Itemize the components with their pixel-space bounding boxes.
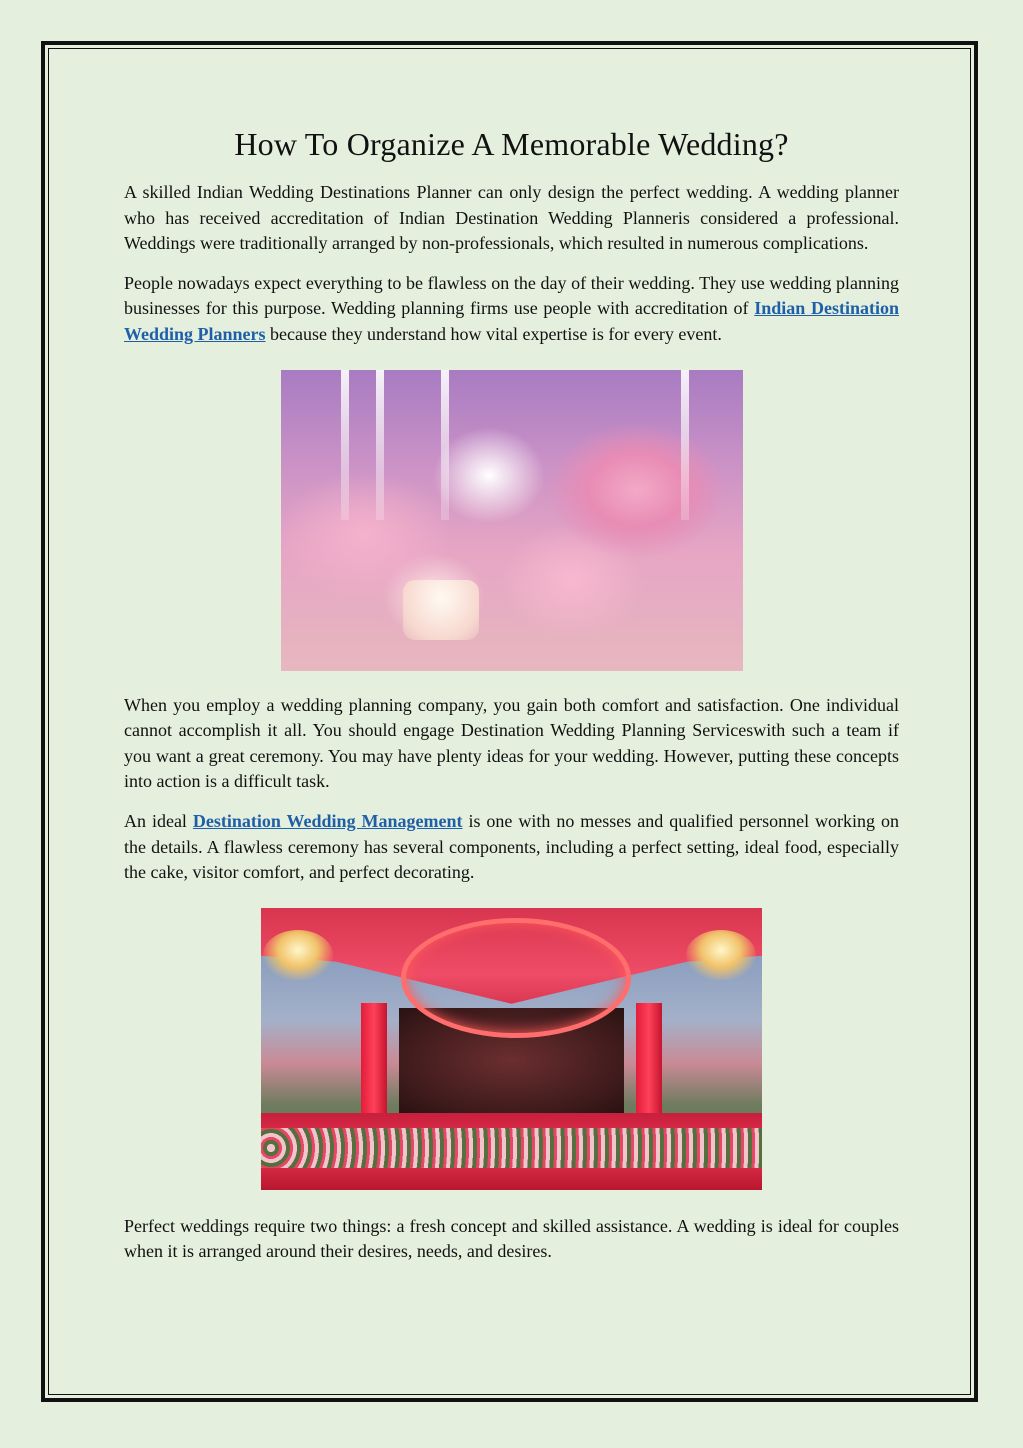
destination-wedding-management-link[interactable]: Destination Wedding Management: [192, 810, 463, 831]
paragraph-employ-company: When you employ a wedding planning company, you gain both comfort and satisfaction. One individual cannot accomplish it all. You should engage Destination Wedding Planning Serviceswith such a team if you want a great ceremony. You may have plenty ideas for your wedding. However, putting these concepts into action is a difficult task.: [124, 694, 899, 792]
indian-destination-wedding-planners-link[interactable]: Indian Destination Wedding Planners: [124, 298, 899, 344]
paragraph-ideal-management: [124, 809, 899, 886]
red-wedding-stage-image: [261, 908, 762, 1190]
pink-flower-centerpiece-image: [281, 370, 743, 671]
paragraph-text-after: is one with no messes and qualified personnel working on the details. A flawless ceremony has several components, including a perfect setting, ideal food, especially the cake, visitor comfort, and perfect decorating.: [124, 810, 900, 883]
paragraph-text-before: People nowadays expect everything to be flawless on the day of their wedding. They use wedding planning businesses for this purpose. Wedding planning firms use people with accreditation of: [124, 272, 899, 319]
paragraph-people-nowadays: [124, 271, 899, 348]
paragraph-perfect-weddings: Perfect weddings require two things: a fresh concept and skilled assistance. A wedding is ideal for couples when it is arranged around their desires, needs, and desires.: [124, 1215, 899, 1262]
document-title: How To Organize A Memorable Wedding?: [234, 126, 789, 162]
paragraph-text-after: because they understand how vital expertise is for every event.: [265, 323, 722, 344]
paragraph-text-before: An ideal: [124, 810, 193, 831]
document-body: [124, 120, 899, 1279]
paragraph-intro: A skilled Indian Wedding Destinations Planner can only design the perfect wedding. A wedding planner who has received accreditation of Indian Destination Wedding Planneris considered a professional. Weddings were traditionally arranged by non-professionals, which resulted in numerous complications.: [124, 182, 899, 254]
